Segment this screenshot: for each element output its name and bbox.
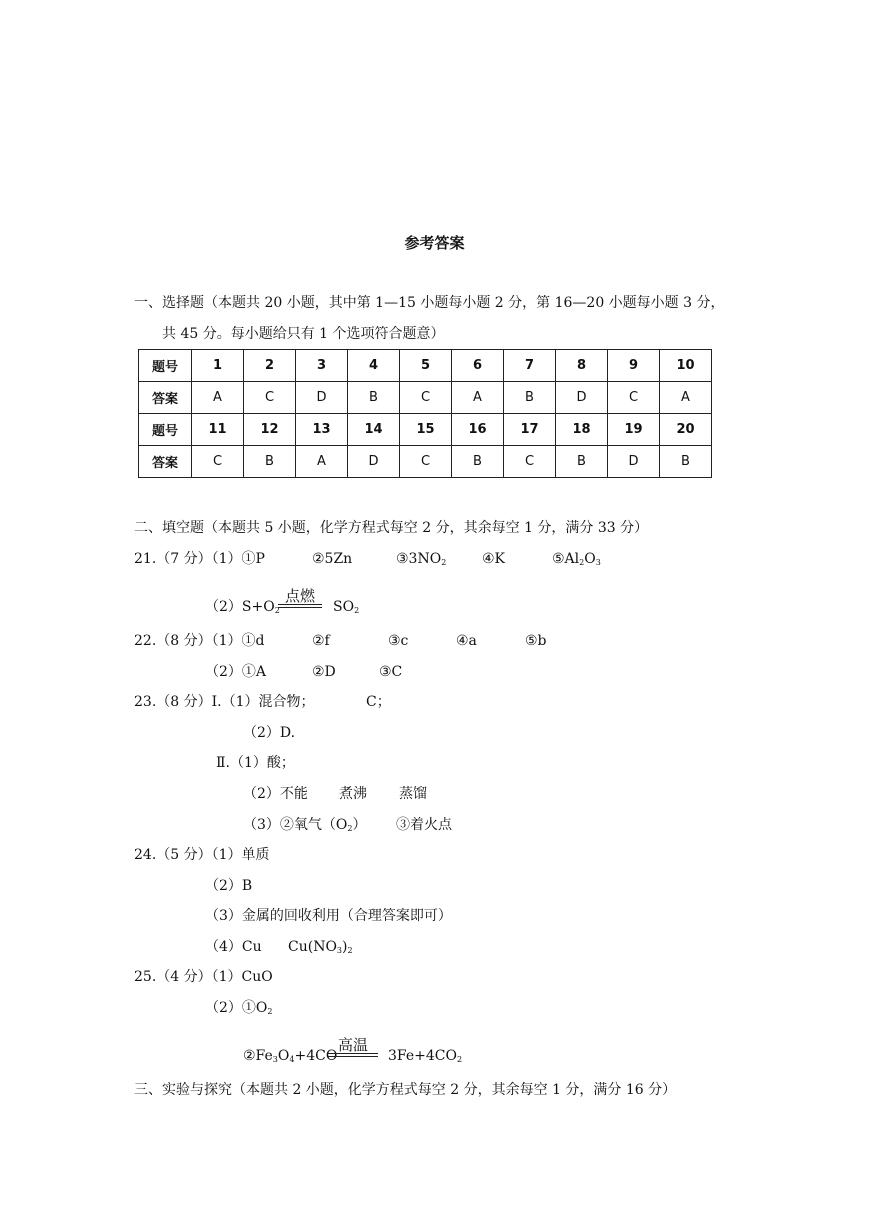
table-cell: B [348, 382, 400, 414]
table-cell: 18 [556, 414, 608, 446]
q23-line5: （3）②氧气$(O_2)$ [243, 817, 367, 833]
q25-equation-left: $②Fe_3O_4+4CO$ [243, 1048, 338, 1064]
table-cell: B [244, 446, 296, 478]
table-cell: C [608, 382, 660, 414]
q21-equation-left: $(2)S+O_2$ [205, 599, 280, 615]
q23-line1-label: 23.（8 分）Ⅰ.（1）混合物； [134, 694, 315, 710]
q23-line1-answer-2: C； [366, 694, 391, 710]
table-cell: 19 [608, 414, 660, 446]
table-row-header: 题号 [139, 414, 192, 446]
table-cell: 8 [556, 350, 608, 382]
table-cell: 1 [192, 350, 244, 382]
answer-table [138, 349, 712, 478]
table-cell: 15 [400, 414, 452, 446]
q25-equation-right: $3Fe+4CO_2$ [388, 1048, 463, 1064]
table-cell: 16 [452, 414, 504, 446]
table-cell: 17 [504, 414, 556, 446]
table-cell: B [504, 382, 556, 414]
section3-heading: 三、实验与探究（本题共 2 小题，化学方程式每空 2 分，其余每空 1 分，满分 16 分） [134, 1082, 677, 1098]
table-cell: C [400, 446, 452, 478]
q24-line1: 24.（5 分）（1）单质 [134, 847, 270, 863]
q22-line1-answer-5: ⑤b [525, 633, 547, 649]
q21-equation-right: $SO_2$ [333, 599, 360, 615]
table-cell: 6 [452, 350, 504, 382]
table-cell: C [400, 382, 452, 414]
table-cell: C [192, 446, 244, 478]
table-cell: 20 [660, 414, 712, 446]
table-cell: 9 [608, 350, 660, 382]
section1-heading-line1: 一、选择题（本题共 20 小题，其中第 1—15 小题每小题 2 分，第 16—20 小题每小题 3 分， [134, 295, 725, 311]
q25-line2: $(2)①O_2$ [205, 1000, 273, 1016]
q22-line2-label: （2）①A [205, 664, 267, 680]
table-row [139, 446, 712, 478]
table-cell: A [296, 446, 348, 478]
table-cell: 10 [660, 350, 712, 382]
table-cell: A [192, 382, 244, 414]
table-cell: 13 [296, 414, 348, 446]
q24-line2: （2）B [205, 878, 253, 894]
q25-equation-condition: 高温 [337, 1036, 368, 1054]
table-cell: D [556, 382, 608, 414]
q24-line4-answer-2: $Cu(NO_3)_2$ [288, 939, 353, 955]
q23-line3: Ⅱ.（1）酸； [216, 755, 295, 771]
table-cell: 12 [244, 414, 296, 446]
q22-line2-answer-3: ③C [379, 664, 403, 680]
table-cell: 7 [504, 350, 556, 382]
table-cell: 11 [192, 414, 244, 446]
q21-answer-4: ④K [482, 551, 506, 567]
q23-line4-label: （2）不能 [243, 786, 308, 802]
table-cell: B [452, 446, 504, 478]
q21-equation-condition: 点燃 [284, 587, 315, 605]
table-row [139, 350, 712, 382]
table-cell: 2 [244, 350, 296, 382]
table-cell: 4 [348, 350, 400, 382]
table-row-header: 答案 [139, 382, 192, 414]
table-cell: 14 [348, 414, 400, 446]
q22-line2-answer-2: ②D [312, 664, 336, 680]
q22-line1-answer-4: ④a [456, 633, 477, 649]
q25-line1: 25.（4 分）（1）CuO [134, 969, 273, 985]
q21-label: 21.（7 分）（1）①P [134, 551, 265, 567]
table-cell: D [296, 382, 348, 414]
section2-heading: 二、填空题（本题共 5 小题，化学方程式每空 2 分，其余每空 1 分，满分 33 分） [134, 520, 649, 536]
table-cell: D [348, 446, 400, 478]
table-cell: C [244, 382, 296, 414]
q23-line2: （2）D. [243, 725, 296, 741]
table-row-header: 答案 [139, 446, 192, 478]
q21-line1 [134, 552, 265, 566]
q21-answer-5: $⑤Al_2O_3$ [552, 551, 601, 567]
table-cell: A [452, 382, 504, 414]
table-row [139, 382, 712, 414]
q22-line1-answer-3: ③c [388, 633, 409, 649]
q23-line4-answer-3: 蒸馏 [399, 786, 427, 802]
q21-answer-2: ②5Zn [312, 551, 353, 567]
q22-line1-answer-2: ②f [312, 633, 330, 649]
q24-line4-label: （4）Cu [205, 939, 262, 955]
table-cell: C [504, 446, 556, 478]
table-row-header: 题号 [139, 350, 192, 382]
q24-line3: （3）金属的回收利用（合理答案即可） [205, 908, 452, 924]
q23-line5-answer-2: ③着火点 [396, 817, 452, 833]
section1-heading-line2: 共 45 分。每小题给只有 1 个选项符合题意） [162, 326, 445, 342]
table-cell: D [608, 446, 660, 478]
table-cell: B [556, 446, 608, 478]
table-row [139, 414, 712, 446]
table-cell: 3 [296, 350, 348, 382]
table-cell: 5 [400, 350, 452, 382]
q22-line1-label: 22.（8 分）（1）①d [134, 633, 265, 649]
page-title: 参考答案 [404, 234, 465, 252]
table-cell: B [660, 446, 712, 478]
table-cell: A [660, 382, 712, 414]
q23-line4-answer-2: 煮沸 [339, 786, 367, 802]
q21-answer-3: $③3NO_2$ [396, 551, 447, 567]
